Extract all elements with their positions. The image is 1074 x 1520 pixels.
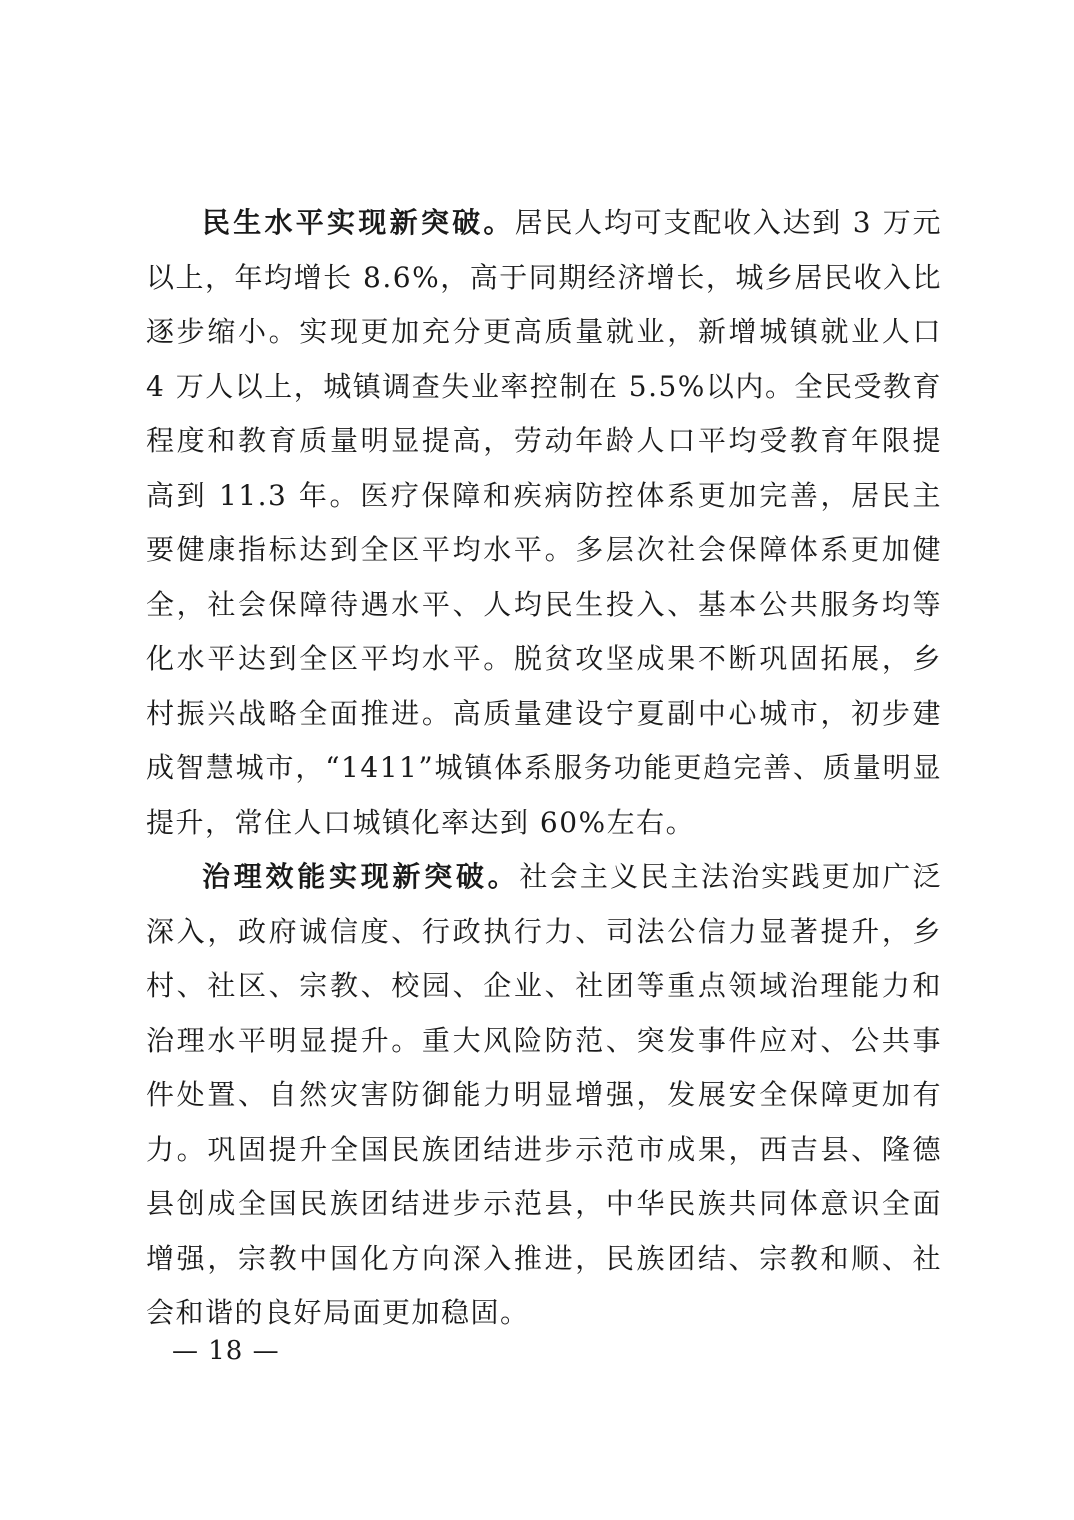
paragraph-lead-heading: 民生水平实现新突破。 [202,206,515,239]
document-body [146,196,942,1341]
paragraph-body-text: 居民人均可支配收入达到 3 万元以上，年均增长 8.6%，高于同期经济增长，城乡居民收入比逐步缩小。实现更加充分更高质量就业，新增城镇就业人口 4 万人以上，城镇调查失业率控制在 5.5%以内。全民受教育程度和教育质量明显提高，劳动年龄人口平均受教育年限提高到 11.3 年。医疗保障和疾病防控体系更加完善，居民主要健康指标达到全区平均水平。多层次社会保障体系更加健全，社会保障待遇水平、人均民生投入、基本公共服务均等化水平达到全区平均水平。脱贫攻坚成果不断巩固拓展，乡村振兴战略全面推进。高质量建设宁夏副中心城市，初步建成智慧城市，“1411”城镇体系服务功能更趋完善、质量明显提升，常住人口城镇化率达到 60%左右。 [146,206,942,839]
page-number: — 18 — [172,1336,280,1366]
paragraph-body-text: 社会主义民主法治实践更加广泛深入，政府诚信度、行政执行力、司法公信力显著提升，乡村、社区、宗教、校园、企业、社团等重点领域治理能力和治理水平明显提升。重大风险防范、突发事件应对、公共事件处置、自然灾害防御能力明显增强，发展安全保障更加有力。巩固提升全国民族团结进步示范市成果，西吉县、隆德县创成全国民族团结进步示范县，中华民族共同体意识全面增强，宗教中国化方向深入推进，民族团结、宗教和顺、社会和谐的良好局面更加稳固。 [146,860,942,1329]
paragraph-governance [146,850,942,1341]
paragraph-livelihood [146,196,942,850]
paragraph-lead-heading: 治理效能实现新突破。 [202,860,520,893]
